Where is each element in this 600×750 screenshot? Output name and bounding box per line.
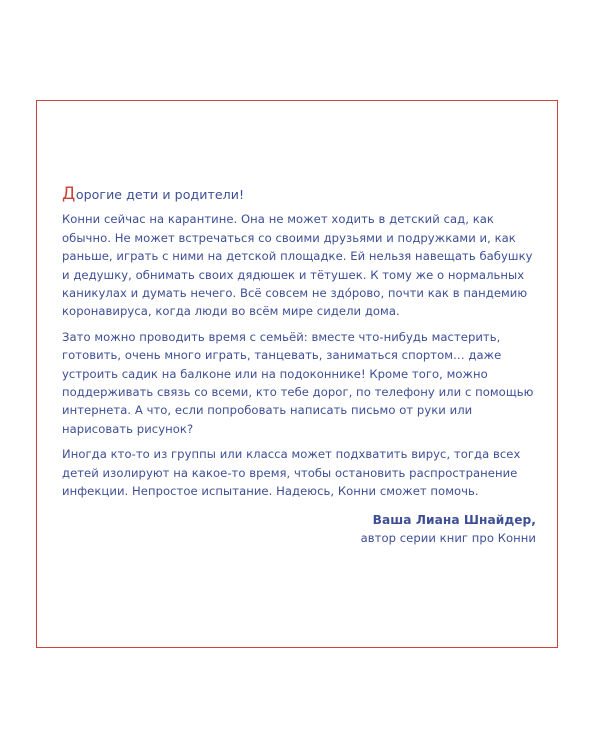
letter-body	[62, 186, 540, 547]
signature-role: автор серии книг про Конни	[360, 530, 536, 545]
greeting-drop-cap: Д	[62, 184, 76, 204]
letter-greeting	[62, 186, 540, 204]
greeting-text: орогие дети и родители!	[75, 187, 245, 202]
signature-name: Ваша Лиана Шнайдер,	[372, 512, 536, 527]
paragraph-3: Иногда кто-то из группы или класса может подхватить вирус, тогда всех детей изолируют на какое-то время, чтобы остановить распространение инфекции. Непростое испытание. Надеюсь, Конни сможет помочь.	[62, 447, 521, 499]
paragraph-2: Зато можно проводить время с семьёй: вместе что-нибудь мастерить, готовить, очень много играть, танцевать, заниматься спортом… даже устроить садик на балконе или на подоконнике! Кроме того, можно поддерживать связь со всеми, кто тебе дорог, по телефону или с помощью интернета. А что, если попробовать написать письмо от руки или нарисовать рисунок?	[62, 329, 534, 436]
paragraph-1: Конни сейчас на карантине. Она не может ходить в детский сад, как обычно. Не может встречаться со своими друзьями и подружками и, как раньше, играть с ними на детской площадке. Ей нельзя навещать бабушку и дедушку, обнимать своих дядюшек и тётушек. К тому же о нормальных каникулах и думать нечего. Всё совсем не здо́рово, почти как в пандемию коронавируса, когда люди во всём мире сидели дома.	[62, 212, 533, 319]
